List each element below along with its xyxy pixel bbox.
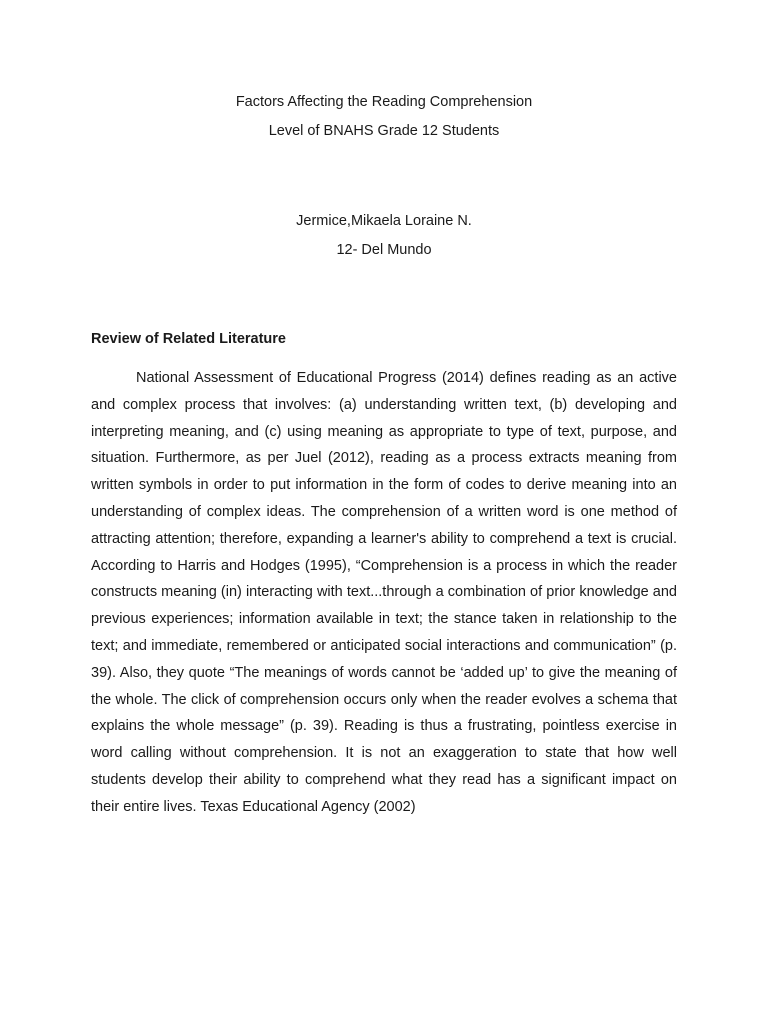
title-line-1: Factors Affecting the Reading Comprehension bbox=[235, 94, 533, 110]
body-paragraph: National Assessment of Educational Progress (2014) defines reading as an active and complex process that involves: (a) understanding written text, (b) developing and interpreting meaning, and (c) using meaning as appropriate to type of text, purpose, and situation. Furthermore, as per Juel (2012), reading as a process extracts meaning from written symbols in order to put information in the form of codes to derive meaning into an understanding of complex ideas. The comprehension of a written word is one method of attracting attention; therefore, expanding a learner's ability to comprehend a text is crucial. According to Harris and Hodges (1995), “Comprehension is a process in which the reader constructs meaning (in) interacting with text...through a combination of prior knowledge and previous experiences; information available in text; the stance taken in relationship to the text; and immediate, remembered or anticipated social interactions and communication” (p. 39). Also, they quote “The meanings of words cannot be ‘added up’ to give the meaning of the whole. The click of comprehension occurs only when the reader evolves a schema that explains the whole message” (p. 39). Reading is thus a frustrating, pointless exercise in word calling without comprehension. It is not an exaggeration to state that how well students develop their ability to comprehend what they read has a significant impact on their entire lives. Texas Educational Agency (2002) bbox=[91, 370, 677, 815]
section-heading: Review of Related Literature bbox=[91, 331, 286, 347]
class-section: 12- Del Mundo bbox=[336, 242, 432, 258]
author-name: Jermice,Mikaela Loraine N. bbox=[296, 213, 472, 229]
title-line-2: Level of BNAHS Grade 12 Students bbox=[268, 123, 500, 139]
